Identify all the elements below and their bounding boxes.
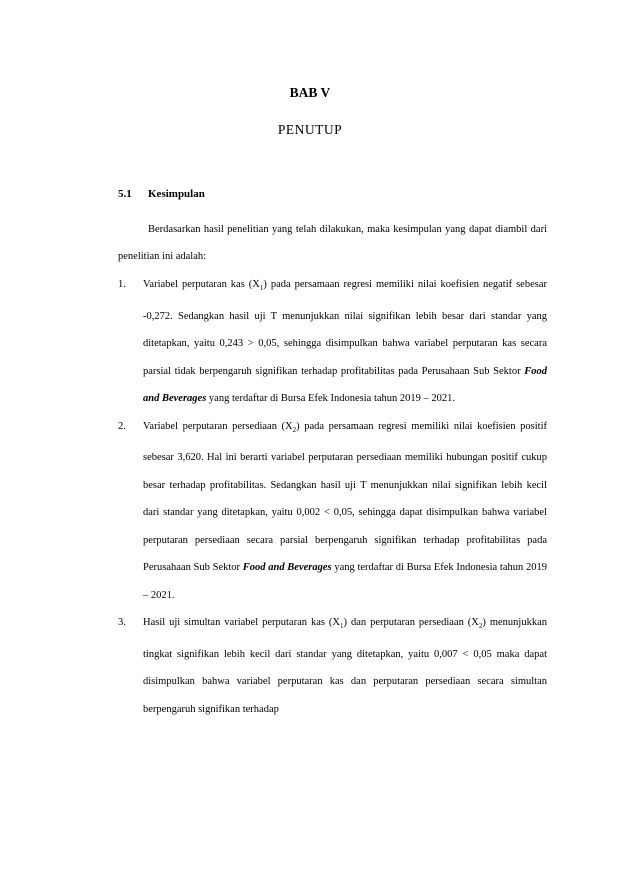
list-item — [118, 413, 547, 610]
list-item-text: Variabel perputaran persediaan $(X_2)$ pada persamaan regresi memiliki nilai koefisien positif sebesar 3,620. Hal ini berarti variabel perputaran persediaan memiliki hubungan positif cukup besar terhadap profitabilitas. Sedangkan hasil uji T menunjukkan nilai signifikan lebih kecil dari standar yang ditetapkan, yaitu 0,002 < 0,05, sehingga dapat disimpulkan bahwa variabel perputaran persediaan secara parsial berpengaruh signifikan terhadap profitabilitas pada Perusahaan Sub Sektor Food and Beverages yang terdaftar di Bursa Efek Indonesia tahun 2019 – 2021. — [143, 420, 547, 601]
chapter-subtitle: PENUTUP — [277, 122, 343, 137]
emphasis-text: Food and Beverages — [242, 562, 332, 574]
emphasis-text: Food and Beverages — [143, 365, 547, 405]
section-title: Kesimpulan — [148, 188, 205, 200]
list-item-number: 2. — [118, 420, 126, 432]
list-item-number: 3. — [118, 617, 126, 629]
list-item — [118, 271, 547, 413]
list-item-text: Hasil uji simultan variabel perputaran kas $(X_1)$ dan perputaran persediaan $(X_2)$ menunjukkan tingkat signifikan lebih kecil dari standar yang ditetapkan, yaitu 0,007 < 0,05 maka dapat disimpulkan bahwa variabel perputaran kas dan perputaran persediaan secara simultan berpengaruh signifikan terhadap — [143, 617, 547, 715]
intro-paragraph: Berdasarkan hasil penelitian yang telah dilakukan, maka kesimpulan yang dapat diambil dari penelitian ini adalah: — [118, 224, 547, 262]
section-heading — [118, 188, 205, 200]
section-number: 5.1 — [118, 188, 132, 200]
chapter-title: BAB V — [289, 85, 331, 100]
list-item — [118, 609, 547, 723]
conclusion-list — [118, 271, 547, 723]
list-item-text: Variabel perputaran kas $(X_1)$ pada persamaan regresi memiliki nilai koefisien negatif sebesar -0,272. Sedangkan hasil uji T menunjukkan nilai signifikan lebih besar dari standar yang ditetapkan, yaitu 0,243 > 0,05, sehingga disimpulkan bahwa variabel perputaran kas secara parsial tidak berpengaruh signifikan terhadap profitabilitas pada Perusahaan Sub Sektor Food and Beverages yang terdaftar di Bursa Efek Indonesia tahun 2019 – 2021. — [143, 279, 547, 405]
list-item-number: 1. — [118, 279, 126, 290]
